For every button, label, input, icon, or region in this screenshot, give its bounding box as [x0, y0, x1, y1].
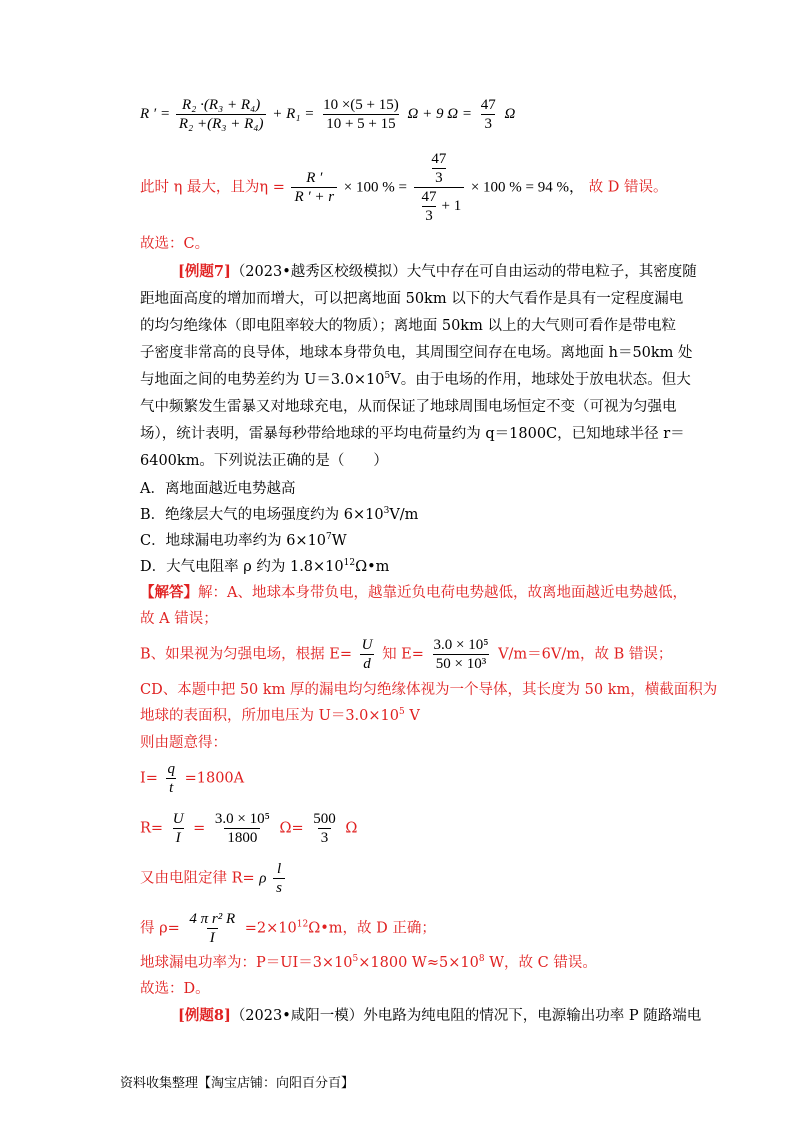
option-d: D．大气电阻率 ρ 约为 $1.8\times 10^{12}\Omega•m$	[140, 558, 390, 575]
solution-line: 则由题意得：	[140, 735, 227, 751]
example7-line: 与地面之间的电势差约为 $U=3.0\times 10^5V$。由于电场的作用，地球处于放电状态。但大	[140, 371, 691, 388]
example7-line: 场），统计表明，雷暴每秒带给地球的平均电荷量约为 q＝1800C，已知地球半径 r＝	[140, 426, 685, 442]
option-b: B．绝缘层大气的电场强度约为 $6\times 10^3V/m$	[140, 506, 419, 523]
formula-term: × 100 % =	[343, 179, 407, 196]
example7-line: [例题7]（2023•越秀区校级模拟）大气中存在可自由运动的带电粒子，其密度随	[178, 263, 697, 280]
efficiency-conclusion: 故 D 错误。	[588, 179, 668, 196]
example7-line: 气中频繁发生雷暴又对地球充电，从而保证了地球周围电场恒定不变（可视为匀强电	[140, 399, 677, 415]
solution-b-formula: B、如果视为匀强电场，根据 E= $\frac{U}{d}$ 知 E= $\frac{\text{3.0 × 10⁵}}{\text{50 × 10³}}$ V/m＝6V/m，故 B 错误；	[140, 637, 673, 672]
solution-line: CD、本题中把 50 km 厚的漏电均匀绝缘体视为一个导体，其长度为 50 km，横截面积为	[140, 682, 718, 698]
resistance-formula: R= $\frac{U}{I}$ = $\frac{\text{3.0 × 10⁵}}{1800}$ Ω= $\frac{500}{3}$ Ω	[140, 811, 358, 846]
resistance-law: 又由电阻定律 R= ρ $\frac{l}{s}$	[140, 860, 287, 897]
formula-unit: Ω	[504, 105, 516, 122]
fraction: $\frac{47}{3}$	[480, 97, 496, 132]
formula-term: Ω + 9 Ω =	[407, 105, 472, 122]
page-footer: 资料收集整理【淘宝店铺：向阳百分百】	[120, 1076, 355, 1091]
example7-line: 距地面高度的增加而增大，可以把离地面 50km 以下的大气看作是具有一定程度漏电	[140, 291, 684, 307]
solution-line: 故 A 错误；	[140, 611, 218, 627]
option-c: C．地球漏电功率约为 $6\times 10^7W$	[140, 532, 347, 549]
example-tag: [例题8]	[178, 1007, 231, 1024]
example7-line: 子密度非常高的良导体，地球本身带负电，其周围空间存在电场。离地面 h＝50km 处	[140, 345, 693, 361]
example-tag: [例题7]	[178, 263, 231, 280]
formula-term: × 100 % = 94 %，	[470, 179, 585, 196]
formula-lhs: R ′ =	[140, 105, 171, 122]
current-formula: I= $\frac{q}{t}$ =1800A	[140, 761, 245, 796]
fraction: $\frac{R '}{R ' + r}$	[291, 169, 337, 206]
answer-line-1: 故选：C。	[140, 236, 210, 252]
fraction: $\frac{10 \times(5 + 15)}{10 + 5 + 15}$	[323, 97, 399, 132]
example8-line: [例题8]（2023•咸阳一模）外电路为纯电阻的情况下，电源输出功率 P 随路端电	[178, 1007, 702, 1024]
solution-line: 【解答】解：A、地球本身带负电，越靠近负电荷电势越低，故离地面越近电势越低，	[140, 584, 687, 601]
efficiency-prefix: 此时 η 最大，且为η =	[140, 179, 285, 196]
power-line: 地球漏电功率为：$P=UI=3\times 10^5\times 1800$ $W\approx 5\times 10^8$ W，故 C 错误。	[140, 954, 597, 971]
option-a: A．离地面越近电势越高	[140, 481, 296, 497]
formula-r-prime	[140, 96, 515, 133]
solution-line: 地球的表面积，所加电压为 $U=3.0\times 10^5$ V	[140, 707, 420, 724]
nested-fraction: $\frac{47}{3}$ $\frac{47}{3}$ + 1	[414, 150, 465, 225]
answer-line-2: 故选：D。	[140, 981, 210, 997]
solution-tag: 【解答】	[140, 584, 198, 601]
example7-line: 的均匀绝缘体（即电阻率较大的物质）；离地面 50km 以上的大气则可看作是带电粒	[140, 318, 676, 334]
fraction: $\frac{\text{R₂ ·(R₃ + R₄)}}{\text{R₂ +(R₃ + R₄)}}$	[176, 96, 267, 133]
example7-line: 6400km。下列说法正确的是（ ）	[140, 453, 388, 469]
efficiency-formula	[140, 150, 667, 225]
resistivity-formula: 得 ρ= $\frac{\text{4 π r² R}}{I}$ $=2\times 10^{12}\Omega•m$，故 D 正确；	[140, 911, 436, 946]
formula-term: + R₁ =	[272, 105, 315, 122]
